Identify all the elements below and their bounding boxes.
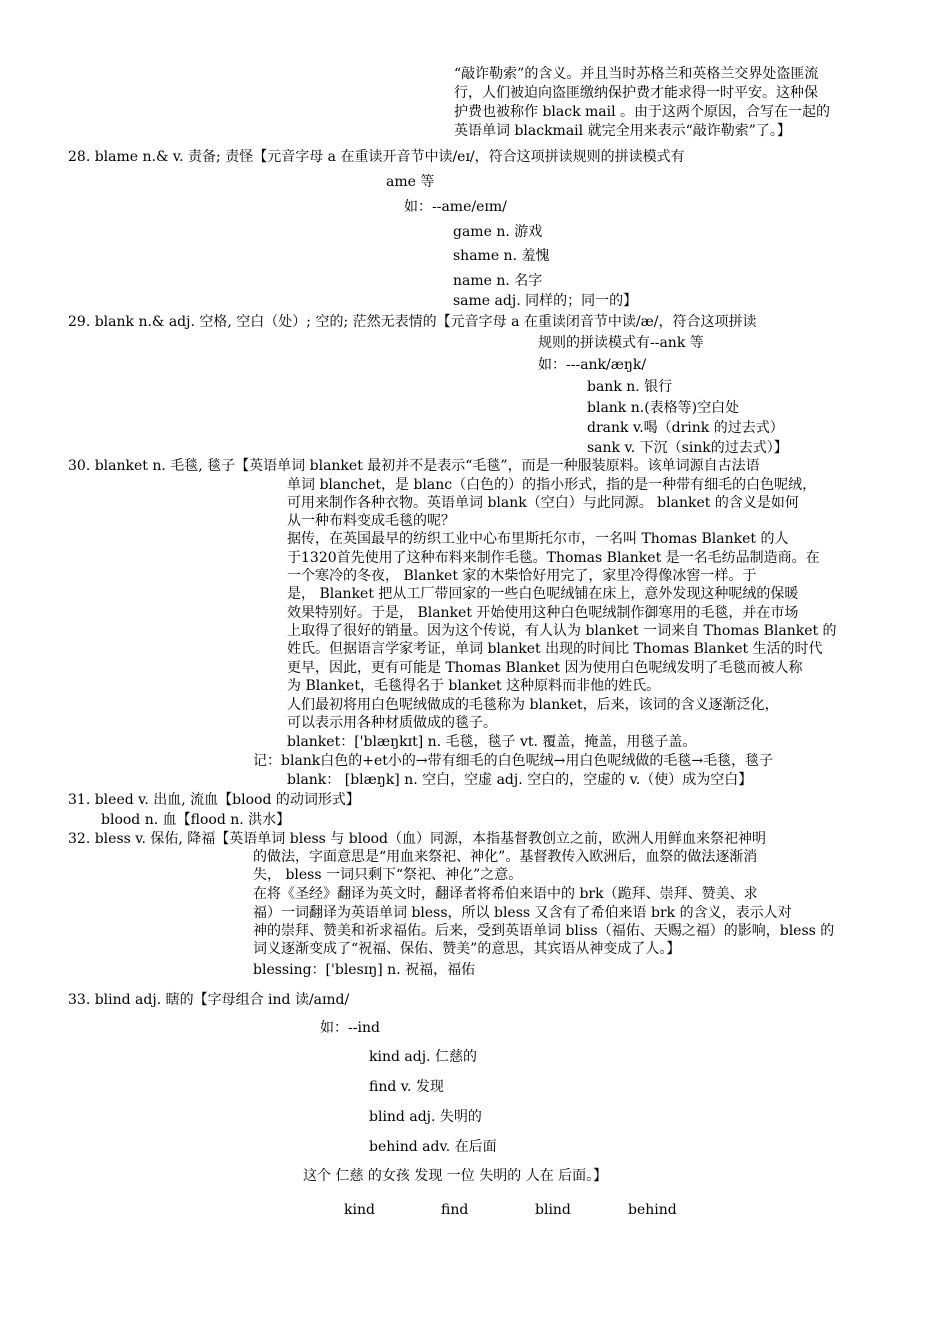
entry-29-word: sank v. 下沉（sink的过去式）】	[587, 440, 788, 456]
entry-33-word: behind adv. 在后面	[369, 1139, 497, 1155]
entry-32-line: 在将《圣经》翻译为英文时，翻译者将希伯来语中的 brk（跪拜、崇拜、赞美、求	[253, 886, 758, 902]
entry-30-line: 单词 blanchet，是 blanc（白色的）的指小形式，指的是一种带有细毛的白色呢绒，	[287, 477, 817, 493]
entry-30-line: 可用来制作各种衣物。英语单词 blank（空白）与此同源。 blanket 的含义是如何	[287, 495, 799, 511]
entry-33-keyword: kind	[344, 1202, 375, 1218]
entry-30-line: 更早，因此，更有可能是 Thomas Blanket 因为使用白色呢绒发明了毛毯而被人称	[287, 660, 803, 676]
entry-29-word: drank v.喝（drink 的过去式）	[587, 420, 784, 436]
entry-29-word: blank n.(表格等)空白处	[587, 400, 740, 416]
entry-32-line: 词义逐渐变成了“祝福、保佑、赞美”的意思，其宾语从神变成了人。】	[253, 941, 681, 957]
entry-32-line: 的做法，字面意思是“用血来祭祀、神化”。基督教传入欧洲后，血祭的做法逐渐消	[253, 849, 758, 865]
entry-33-word: kind adj. 仁慈的	[369, 1049, 477, 1065]
entry-30-line: 上取得了很好的销量。因为这个传说，有人认为 blanket 一词来自 Thomas Blanket 的	[287, 623, 837, 639]
entry-33-example-label: 如：--ind	[320, 1020, 380, 1036]
entry-30-line: 于1320首先使用了这种布料来制作毛毯。Thomas Blanket 是一名毛纺品制造商。在	[287, 550, 820, 566]
entry-29-line: 规则的拼读模式有--ank 等	[538, 335, 704, 351]
entry-30-line: blank： [blæŋk] n. 空白，空虚 adj. 空白的，空虚的 v.（使）成为空白】	[287, 772, 753, 788]
entry-30-memo: 记：blank白色的+et小的→带有细毛的白色呢绒→用白色呢绒做的毛毯→毛毯，毯子	[253, 753, 774, 769]
entry-30-line: 是， Blanket 把从工厂带回家的一些白色呢绒铺在床上，意外发现这种呢绒的保暖	[287, 586, 799, 602]
continuation-line: 行，人们被迫向盗匪缴纳保护费才能求得一时平安。这种保	[454, 85, 818, 101]
entry-33-word: find v. 发现	[369, 1079, 444, 1095]
entry-29-word: bank n. 银行	[587, 379, 673, 395]
entry-33-heading: 33. blind adj. 瞎的【字母组合 ind 读/aɪnd/	[68, 992, 350, 1008]
continuation-line: 护费也被称作 black mail 。由于这两个原因，合写在一起的	[454, 104, 831, 120]
entry-32-line: 失， bless 一词只剩下“祭祀、神化”之意。	[253, 867, 523, 883]
entry-29-heading: 29. blank n.& adj. 空格, 空白（处）; 空的; 茫然无表情的【元音字母 a 在重读闭音节中读/æ/，符合这项拼读	[68, 314, 757, 330]
entry-28-word: name n. 名字	[453, 273, 543, 289]
entry-32-line: blessing：['blesɪŋ] n. 祝福，福佑	[253, 962, 476, 978]
entry-33-keyword: blind	[535, 1202, 571, 1218]
continuation-line: 英语单词 blackmail 就完全用来表示“敲诈勒索”了。】	[454, 123, 791, 139]
continuation-line: “敲诈勒索”的含义。并且当时苏格兰和英格兰交界处盗匪流	[454, 66, 819, 82]
entry-28-word: same adj. 同样的；同一的】	[453, 293, 638, 309]
entry-30-line: 一个寒冷的冬夜， Blanket 家的木柴恰好用完了，家里冷得像冰窖一样。于	[287, 568, 757, 584]
entry-33-word: blind adj. 失明的	[369, 1109, 482, 1125]
entry-30-line: 效果特别好。于是， Blanket 开始使用这种白色呢绒制作御寒用的毛毯，并在市场	[287, 605, 799, 621]
entry-30-line: 为 Blanket，毛毯得名于 blanket 这种原料而非他的姓氏。	[287, 678, 661, 694]
entry-28-word: shame n. 羞愧	[453, 248, 550, 264]
entry-29-example-label: 如：---ank/æŋk/	[538, 357, 647, 373]
entry-28-example-label: 如：--ame/eɪm/	[404, 199, 507, 215]
entry-32-heading: 32. bless v. 保佑, 降福【英语单词 bless 与 blood（血）同源，本指基督教创立之前，欧洲人用鲜血来祭祀神明	[68, 831, 767, 847]
entry-30-line: blanket：['blæŋkɪt] n. 毛毯，毯子 vt. 覆盖，掩盖，用毯子盖。	[287, 734, 697, 750]
entry-33-keyword: find	[441, 1202, 469, 1218]
entry-30-line: 人们最初将用白色呢绒做成的毛毯称为 blanket，后来，该词的含义逐渐泛化，	[287, 697, 779, 713]
entry-33-sentence: 这个 仁慈 的女孩 发现 一位 失明的 人在 后面。】	[303, 1168, 608, 1184]
entry-30-line: 姓氏。但据语言学家考证，单词 blanket 出现的时间比 Thomas Blanket 生活的时代	[287, 641, 823, 657]
entry-32-line: 福）一词翻译为英语单词 bless，所以 bless 又含有了希伯来语 brk 的含义，表示人对	[253, 905, 792, 921]
entry-30-heading: 30. blanket n. 毛毯, 毯子【英语单词 blanket 最初并不是表示“毛毯”，而是一种服装原料。该单词源自古法语	[68, 458, 760, 474]
entry-32-line: 神的崇拜、赞美和祈求福佑。后来，受到英语单词 bliss（福佑、天赐之福）的影响，bless 的	[253, 923, 835, 939]
entry-31-line: blood n. 血【flood n. 洪水】	[101, 812, 291, 828]
entry-31-heading: 31. bleed v. 出血, 流血【blood 的动词形式】	[68, 792, 360, 808]
entry-28-line: ame 等	[386, 174, 435, 190]
entry-30-line: 据传，在英国最早的纺织工业中心布里斯托尔市，一名叫 Thomas Blanket 的人	[287, 531, 789, 547]
entry-30-line: 可以表示用各种材质做成的毯子。	[287, 715, 497, 731]
entry-30-line: 从一种布料变成毛毯的呢？	[287, 513, 455, 529]
entry-33-keyword: behind	[628, 1202, 677, 1218]
entry-28-heading: 28. blame n.& v. 责备; 责怪【元音字母 a 在重读开音节中读/eɪ/，符合这项拼读规则的拼读模式有	[68, 149, 685, 165]
entry-28-word: game n. 游戏	[453, 224, 543, 240]
